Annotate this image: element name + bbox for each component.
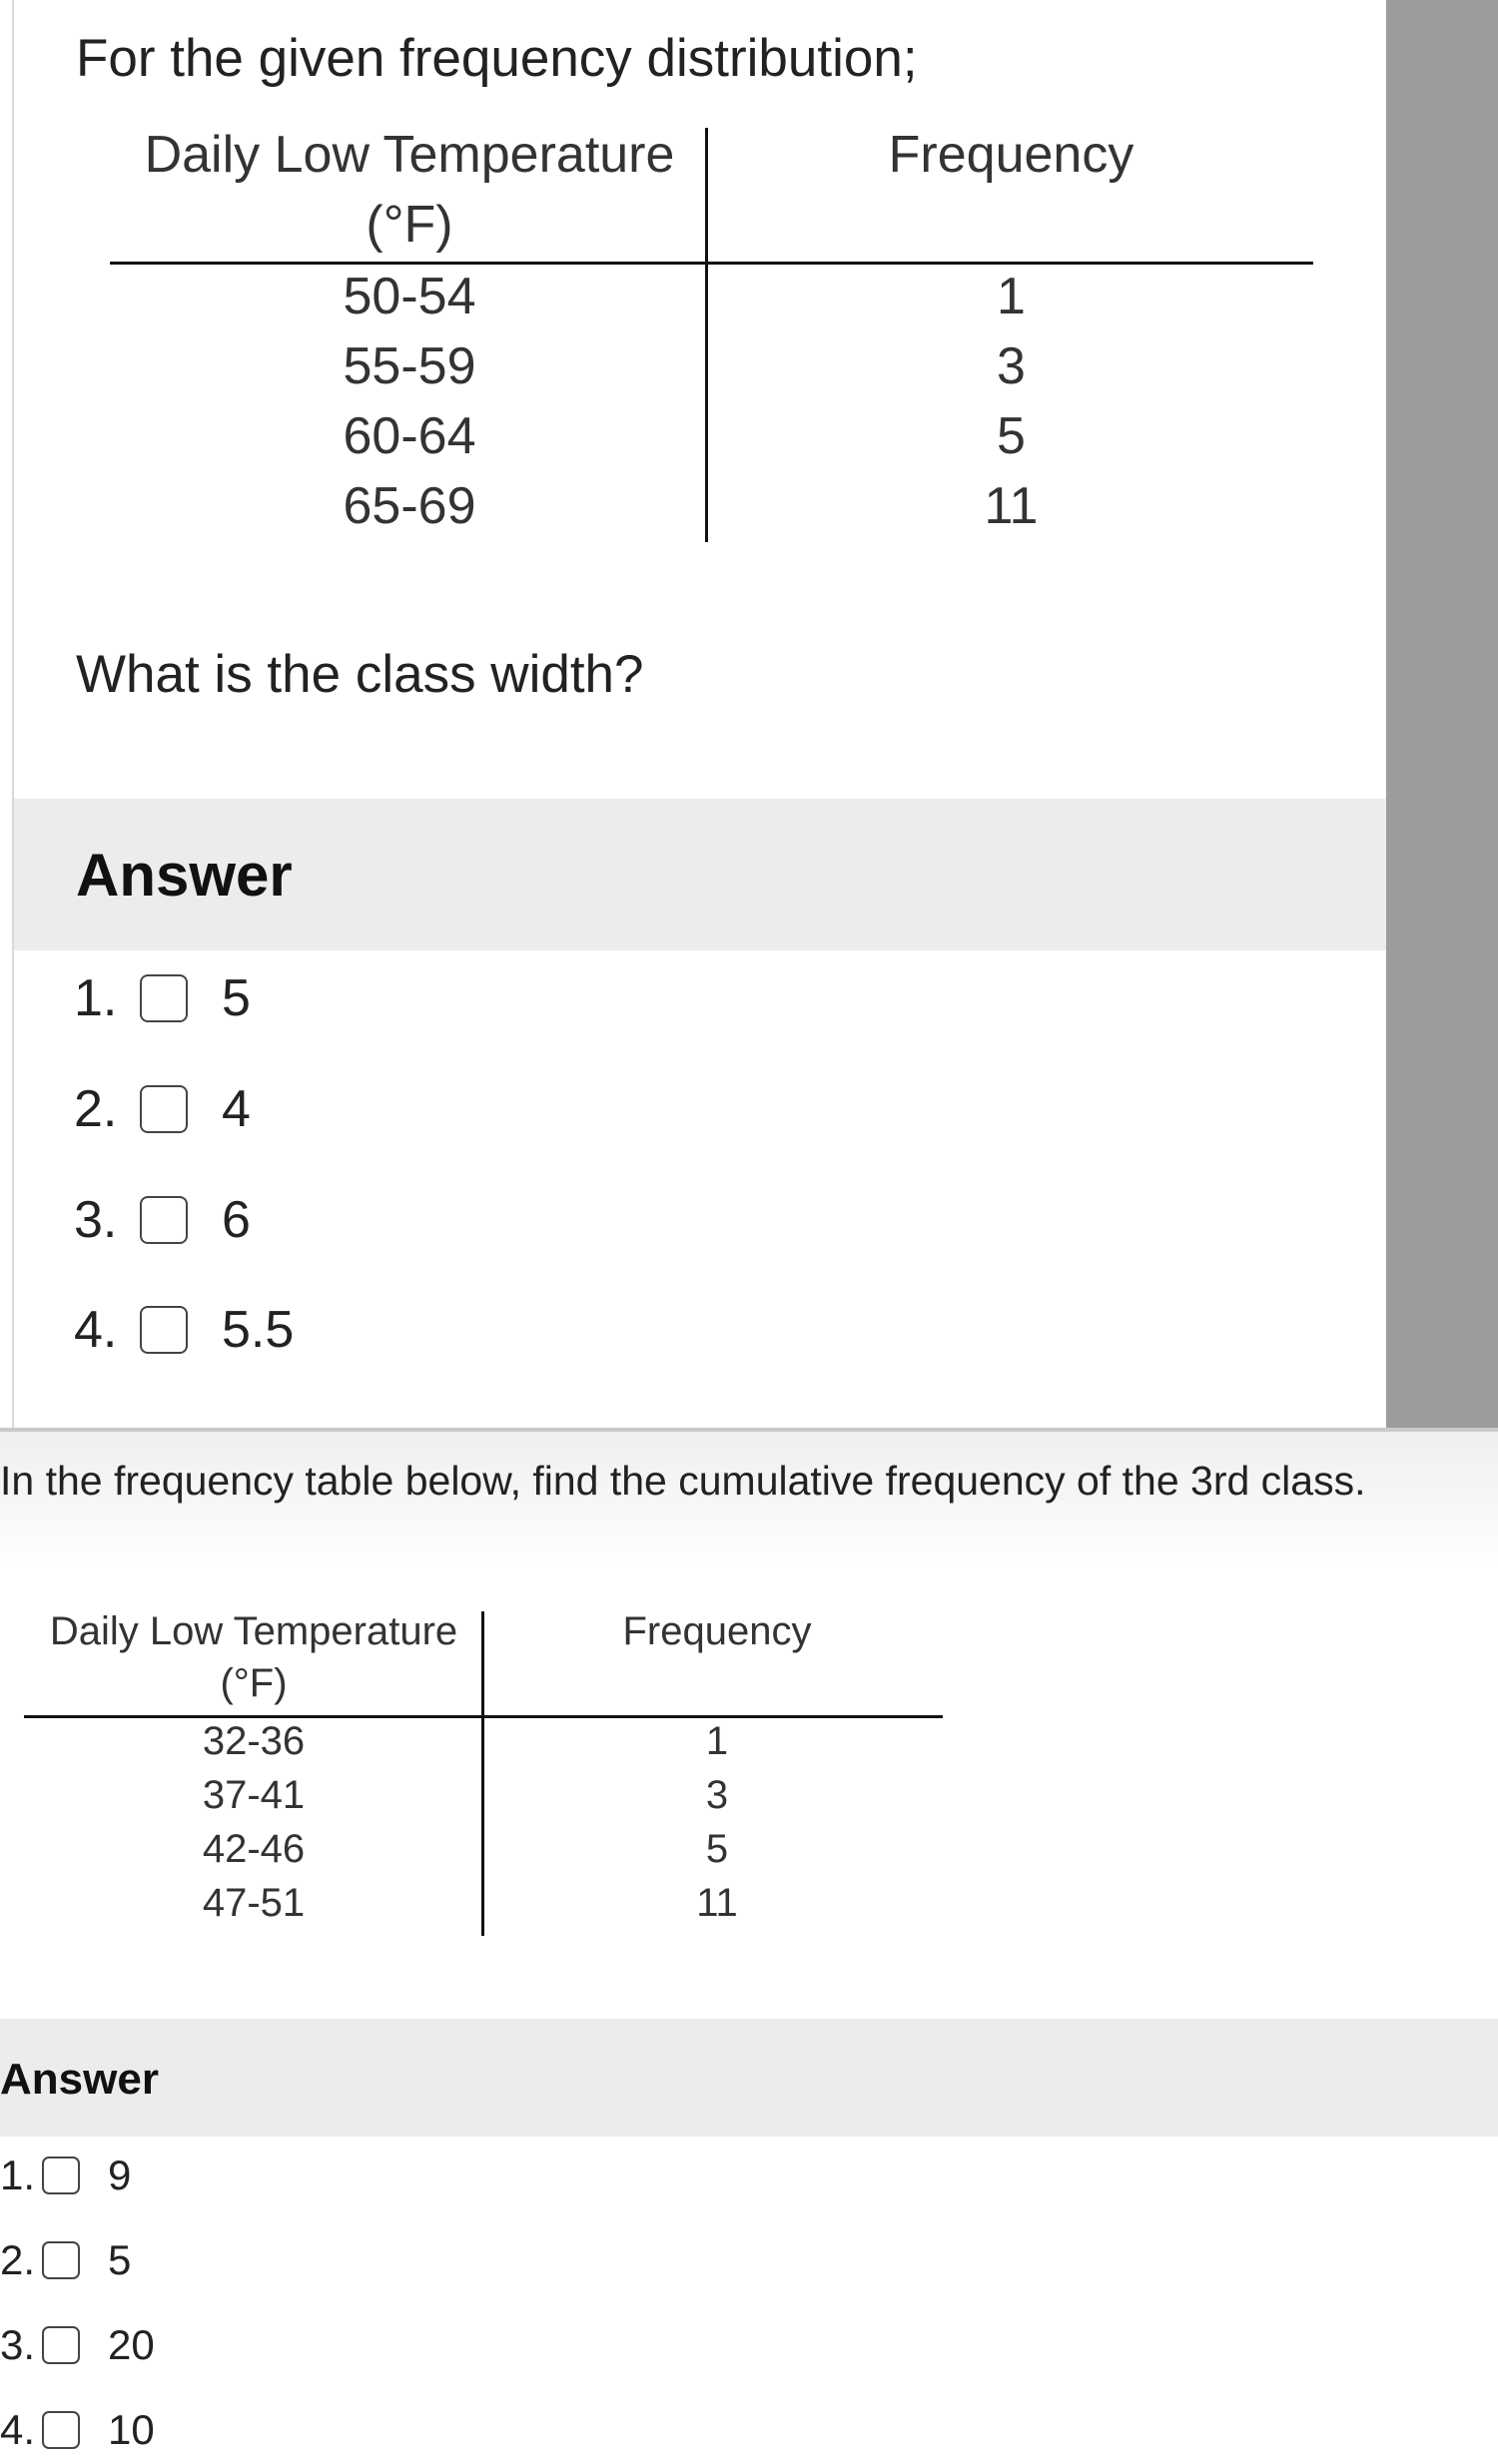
- option-checkbox[interactable]: [140, 1306, 188, 1354]
- question-1-ask: What is the class width?: [76, 645, 644, 704]
- table-header-temperature: Daily Low Temperature: [144, 126, 675, 184]
- table-cell-frequency: 5: [705, 1827, 729, 1871]
- option-number: 3.: [74, 1191, 118, 1249]
- option-number: 4.: [0, 2406, 36, 2453]
- question-1-frequency-table: [110, 125, 1313, 544]
- answer-option[interactable]: [0, 2321, 155, 2369]
- table-header-temperature: Daily Low Temperature: [49, 1609, 458, 1653]
- table-cell-frequency: 3: [705, 1773, 729, 1817]
- answer-header-bar: [0, 2019, 1498, 2137]
- option-number: 2.: [0, 2236, 36, 2283]
- option-value: 10: [108, 2406, 155, 2453]
- option-checkbox[interactable]: [42, 2241, 80, 2279]
- option-value: 4: [222, 1080, 251, 1138]
- option-value: 9: [108, 2152, 132, 2198]
- option-number: 3.: [0, 2321, 36, 2368]
- question-1-prompt: For the given frequency distribution;: [76, 29, 918, 88]
- table-cell-range: 37-41: [202, 1773, 306, 1817]
- answer-option[interactable]: [74, 1079, 251, 1139]
- table-header-frequency: Frequency: [622, 1609, 812, 1653]
- option-checkbox[interactable]: [140, 974, 188, 1022]
- answer-option[interactable]: [74, 1300, 294, 1360]
- table-header-unit: (°F): [366, 196, 453, 254]
- table-header-rule: [110, 262, 1313, 265]
- table-cell-frequency: 11: [696, 1881, 738, 1925]
- option-value: 5: [222, 969, 251, 1027]
- table-header-unit: (°F): [220, 1661, 288, 1705]
- table-cell-range: 42-46: [202, 1827, 306, 1871]
- table-cell-frequency: 3: [997, 337, 1026, 395]
- table-cell-range: 32-36: [202, 1719, 306, 1763]
- table-cell-frequency: 1: [705, 1719, 729, 1763]
- table-cell-frequency: 1: [997, 268, 1026, 325]
- question-2-prompt: In the frequency table below, find the cumulative frequency of the 3rd class.: [0, 1458, 1366, 1504]
- option-value: 5: [108, 2236, 132, 2283]
- table-cell-range: 47-51: [202, 1881, 306, 1925]
- option-value: 6: [222, 1191, 251, 1249]
- side-gray-strip: [1386, 0, 1498, 1430]
- table-header-frequency: Frequency: [888, 126, 1134, 184]
- option-checkbox[interactable]: [42, 2326, 80, 2364]
- question-2-frequency-table: [24, 1609, 951, 1939]
- answer-option[interactable]: [0, 2236, 131, 2284]
- answer-option[interactable]: [0, 2152, 131, 2199]
- table-cell-range: 50-54: [343, 268, 476, 325]
- answer-heading: Answer: [76, 842, 293, 909]
- table-cell-range: 55-59: [343, 337, 476, 395]
- table-cell-frequency: 11: [984, 477, 1039, 535]
- option-number: 2.: [74, 1080, 118, 1138]
- option-number: 1.: [0, 2152, 36, 2198]
- table-cell-frequency: 5: [997, 407, 1026, 465]
- option-value: 5.5: [222, 1301, 295, 1359]
- answer-heading: Answer: [0, 2055, 159, 2104]
- option-checkbox[interactable]: [42, 2411, 80, 2449]
- option-number: 1.: [74, 969, 118, 1027]
- table-cell-range: 60-64: [343, 407, 476, 465]
- option-checkbox[interactable]: [140, 1196, 188, 1244]
- option-checkbox[interactable]: [42, 2156, 80, 2194]
- option-value: 20: [108, 2321, 155, 2368]
- table-cell-range: 65-69: [343, 477, 476, 535]
- option-number: 4.: [74, 1301, 118, 1359]
- answer-option[interactable]: [74, 1190, 251, 1250]
- answer-option[interactable]: [74, 968, 251, 1028]
- panel-left-border: [12, 0, 14, 1430]
- answer-option[interactable]: [0, 2406, 155, 2454]
- option-checkbox[interactable]: [140, 1085, 188, 1133]
